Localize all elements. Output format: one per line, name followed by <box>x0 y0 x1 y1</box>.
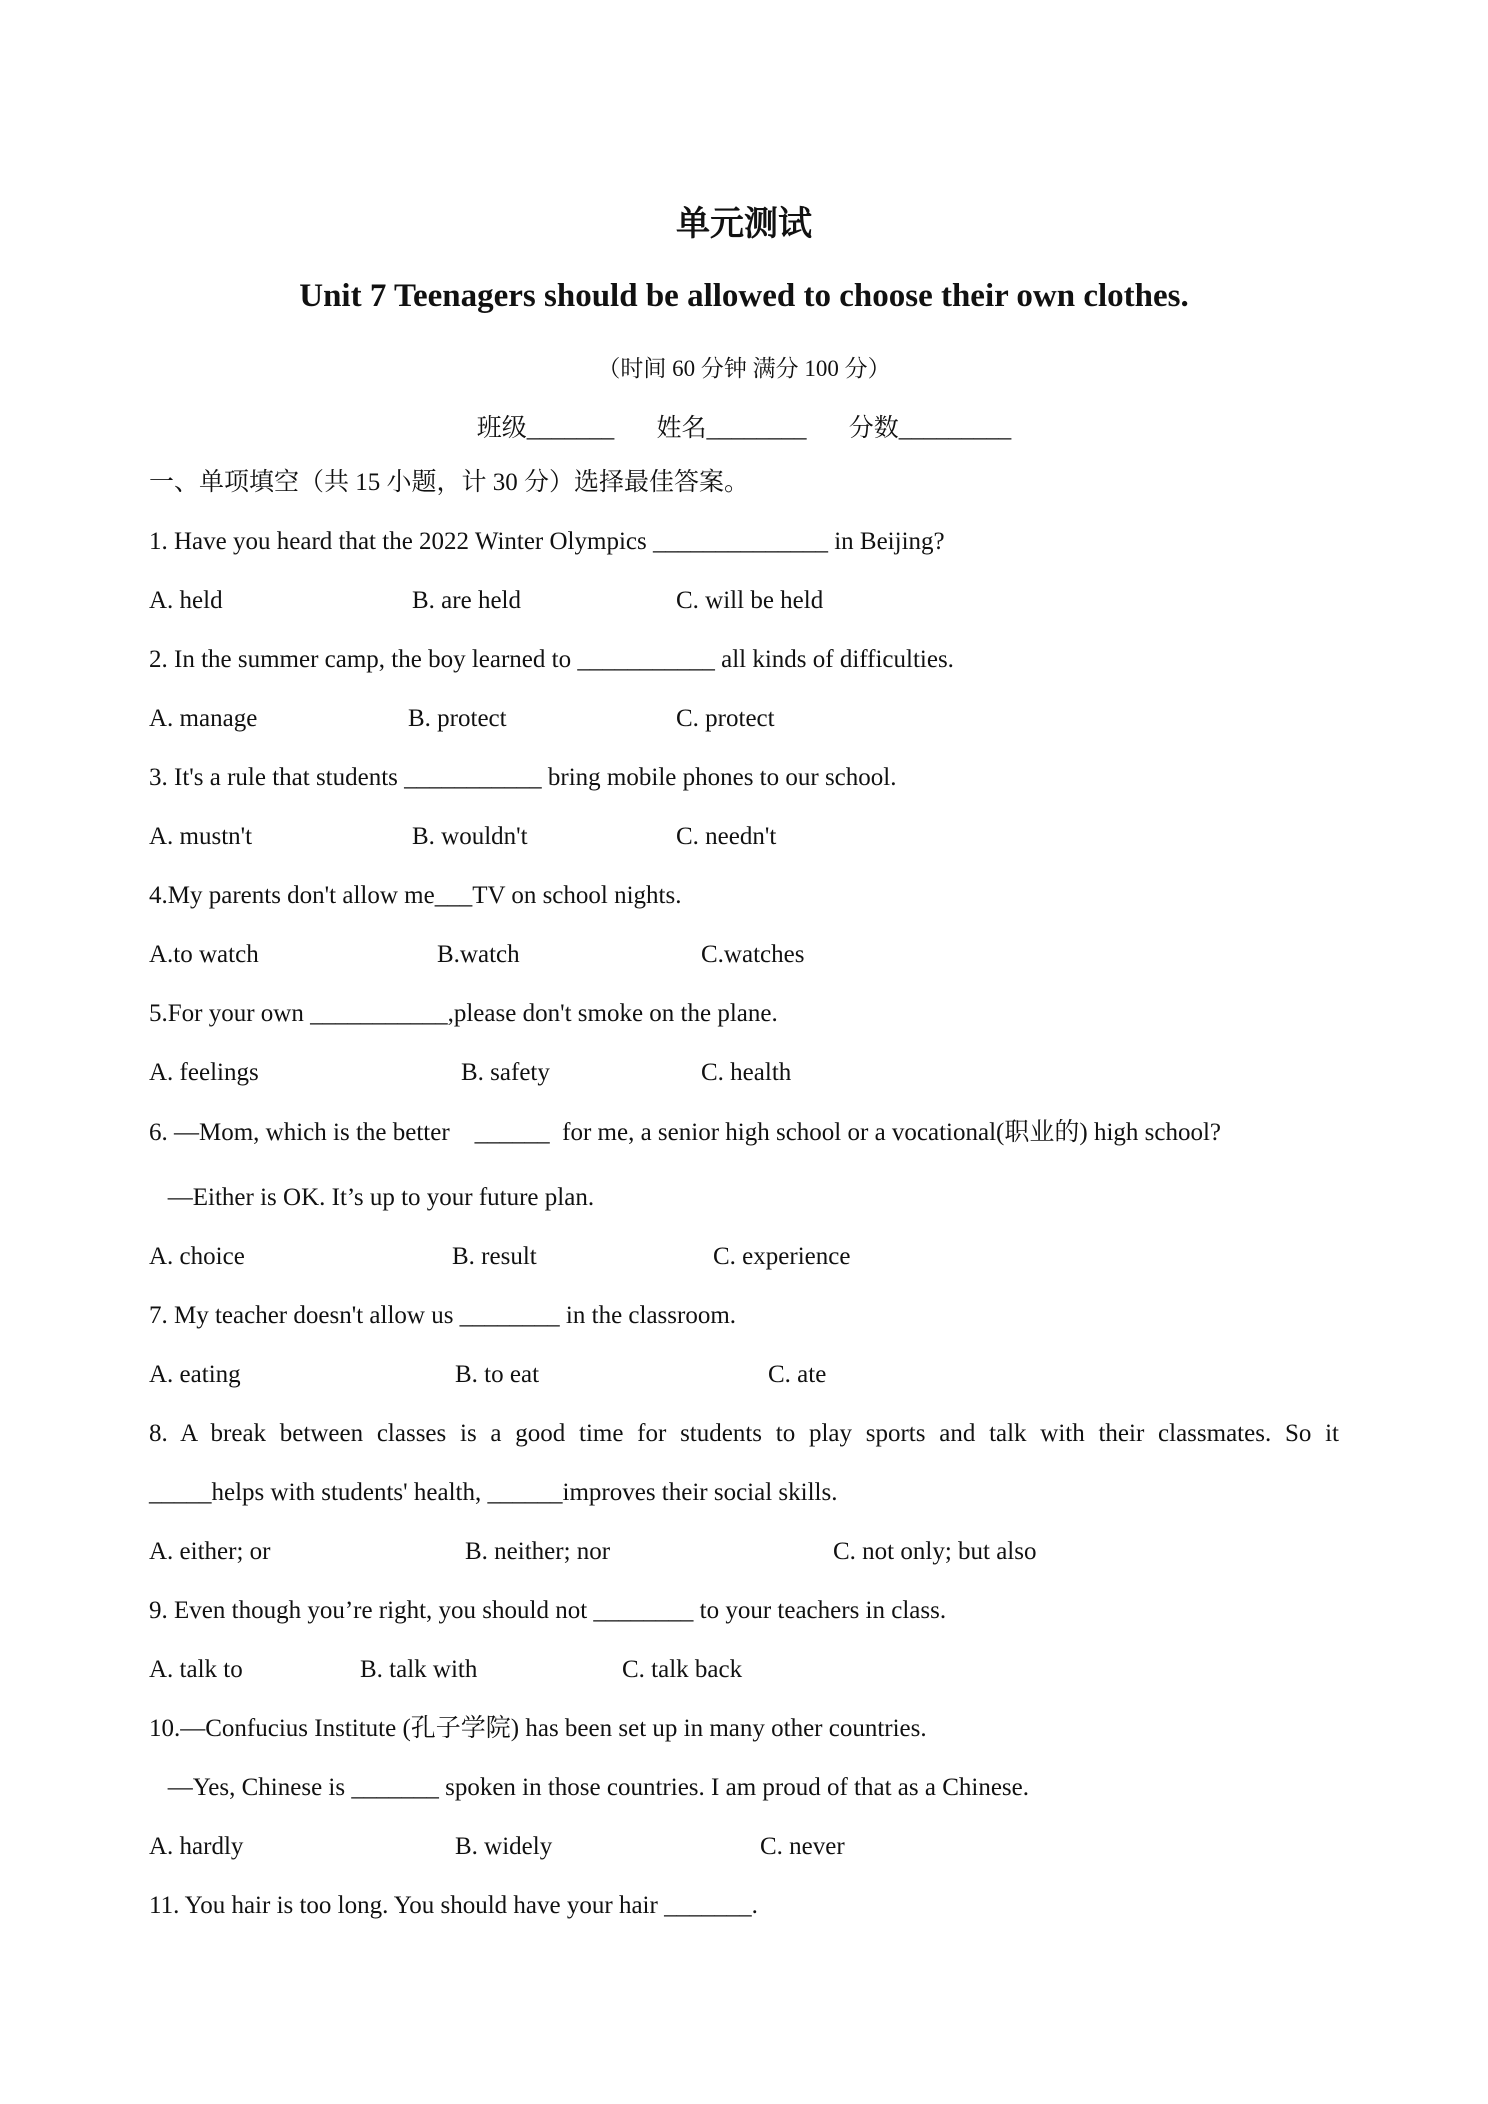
option-b: B. widely <box>455 1833 553 1860</box>
option-c: C. needn't <box>676 823 777 850</box>
section-heading: 一、单项填空（共 15 小题，计 30 分）选择最佳答案。 <box>149 469 750 496</box>
question-stem: 1. Have you heard that the 2022 Winter Olympics ______________ in Beijing? <box>149 528 945 555</box>
student-info-fields <box>0 408 1488 444</box>
time-score-info: （时间 60 分钟 满分 100 分） <box>597 356 891 381</box>
option-a: A. talk to <box>149 1656 243 1683</box>
page-title-en: Unit 7 Teenagers should be allowed to choose their own clothes. <box>299 278 1189 314</box>
question-stem: 10.—Confucius Institute (孔子学院) has been set up in many other countries. <box>149 1715 927 1742</box>
option-c: C. experience <box>713 1243 851 1270</box>
question-stem: 5.For your own ___________,please don't smoke on the plane. <box>149 1000 778 1027</box>
option-a: A.to watch <box>149 941 259 968</box>
option-a: A. hardly <box>149 1833 244 1860</box>
page-title-cn: 单元测试 <box>676 204 812 244</box>
option-a: A. held <box>149 587 223 614</box>
question-stem-continued: —Yes, Chinese is _______ spoken in those countries. I am proud of that as a Chinese. <box>149 1774 1029 1801</box>
option-b: B. to eat <box>455 1361 540 1388</box>
option-b: B. result <box>452 1243 537 1270</box>
question-stem: 8. A break between classes is a good time for students to play sports and talk with their classmates. So it <box>149 1420 1339 1447</box>
option-c: C.watches <box>701 941 805 968</box>
option-a: A. eating <box>149 1361 241 1388</box>
option-b: B. neither; nor <box>465 1538 611 1565</box>
question-stem: 11. You hair is too long. You should have your hair _______. <box>149 1892 758 1919</box>
option-b: B. protect <box>408 705 507 732</box>
option-c: C. ate <box>768 1361 827 1388</box>
option-a: A. mustn't <box>149 823 253 850</box>
option-c: C. not only; but also <box>833 1538 1037 1565</box>
option-b: B. talk with <box>360 1656 478 1683</box>
question-stem: 3. It's a rule that students ___________ bring mobile phones to our school. <box>149 764 897 791</box>
option-b: B.watch <box>437 941 520 968</box>
question-stem: 6. —Mom, which is the better ______ for me, a senior high school or a vocational(职业的) high school? <box>149 1119 1222 1146</box>
name-field: 姓名________ <box>656 415 807 442</box>
option-a: A. either; or <box>149 1538 271 1565</box>
option-a: A. manage <box>149 705 258 732</box>
question-stem-continued: _____helps with students' health, ______improves their social skills. <box>149 1479 838 1506</box>
question-stem: 7. My teacher doesn't allow us ________ in the classroom. <box>149 1302 737 1329</box>
option-c: C. will be held <box>676 587 824 614</box>
option-b: B. wouldn't <box>412 823 528 850</box>
option-c: C. health <box>701 1059 792 1086</box>
option-c: C. talk back <box>622 1656 743 1683</box>
question-stem-continued: —Either is OK. It’s up to your future plan. <box>149 1184 595 1211</box>
option-b: B. are held <box>412 587 521 614</box>
class-field: 班级_______ <box>476 415 615 442</box>
question-stem: 9. Even though you’re right, you should not ________ to your teachers in class. <box>149 1597 947 1624</box>
score-field: 分数_________ <box>848 415 1012 442</box>
question-stem: 2. In the summer camp, the boy learned to ___________ all kinds of difficulties. <box>149 646 954 673</box>
question-stem: 4.My parents don't allow me___TV on school nights. <box>149 882 682 909</box>
option-c: C. never <box>760 1833 845 1860</box>
option-c: C. protect <box>676 705 775 732</box>
option-a: A. feelings <box>149 1059 259 1086</box>
option-b: B. safety <box>461 1059 550 1086</box>
option-a: A. choice <box>149 1243 245 1270</box>
